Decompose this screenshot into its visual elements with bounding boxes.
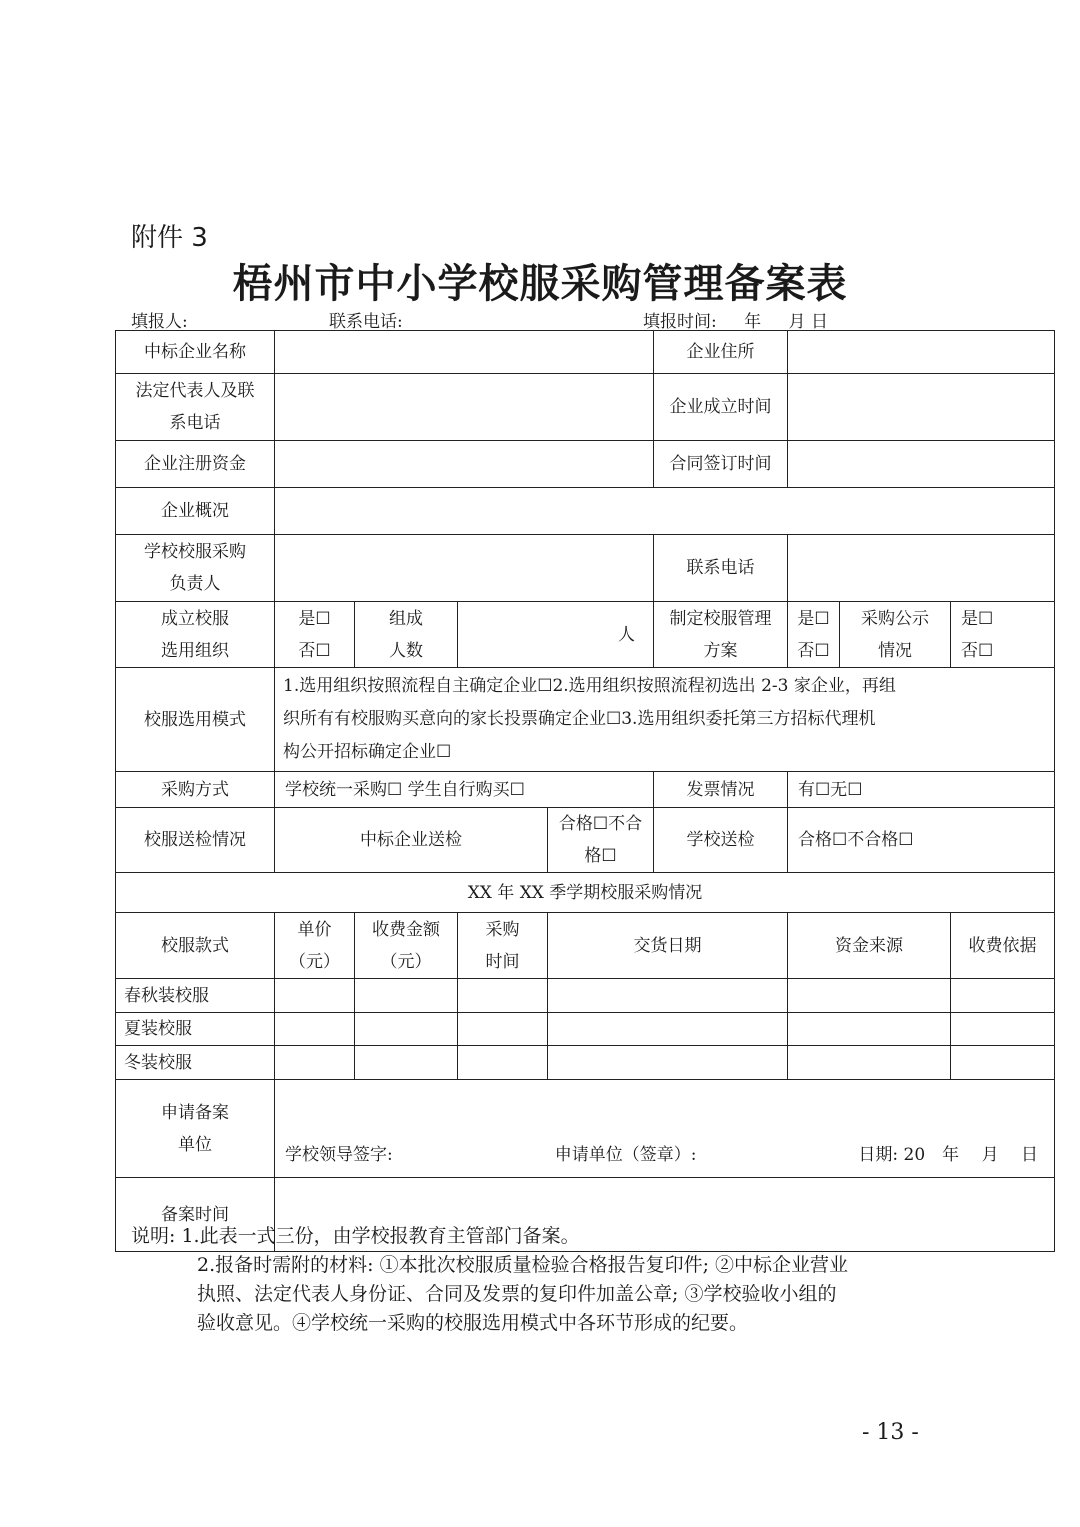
style-name: 春秋装校服	[116, 979, 275, 1013]
attachment-label: 附件 3	[131, 223, 208, 253]
row-purchase-method	[116, 772, 1055, 808]
apply-sign-area[interactable]	[275, 1080, 1055, 1178]
notes	[131, 1222, 848, 1338]
fund-source-header: 资金来源	[788, 913, 951, 979]
fill-time	[643, 307, 828, 332]
note-2c: 验收意见。④学校统一采购的校服选用模式中各环节形成的纪要。	[197, 1312, 749, 1334]
style-header: 校服款式	[116, 913, 275, 979]
contact-phone-field[interactable]	[788, 535, 1055, 602]
unit-price-cell[interactable]	[275, 1013, 355, 1046]
mode-option-line-1: 1.选用组织按照流程自主确定企业☐2.选用组织按照流程初选出 2-3 家企业，再组	[283, 676, 896, 696]
row-overview	[116, 488, 1055, 535]
contract-time-label: 合同签订时间	[654, 441, 788, 488]
note-2b: 执照、法定代表人身份证、合同及发票的复印件加盖公章; ③学校验收小组的	[197, 1283, 837, 1305]
fill-month: 月	[788, 312, 806, 332]
unit-price-cell[interactable]	[275, 1046, 355, 1080]
school-head-field[interactable]	[275, 535, 654, 602]
applicant-seal-label: 申请单位（签章）:	[554, 1145, 697, 1165]
fund-source-cell[interactable]	[788, 979, 951, 1013]
row-company	[116, 331, 1055, 374]
school-pass-options[interactable]: 合格☐不合格☐	[788, 808, 1055, 873]
mode-options[interactable]	[275, 668, 1055, 772]
publicity-label: 采购公示 情况	[840, 602, 951, 668]
purchase-table-header	[116, 913, 1055, 979]
purchase-time-cell[interactable]	[458, 1046, 548, 1080]
fee-amount-cell[interactable]	[355, 1046, 458, 1080]
group-label: 成立校服 选用组织	[116, 602, 275, 668]
record-form-table	[115, 330, 1055, 1252]
purchase-time-header: 采购 时间	[458, 913, 548, 979]
fee-basis-header: 收费依据	[951, 913, 1055, 979]
registered-capital-label: 企业注册资金	[116, 441, 275, 488]
delivery-date-cell[interactable]	[548, 1046, 788, 1080]
row-mode	[116, 668, 1055, 772]
unit-price-header: 单价 （元）	[275, 913, 355, 979]
invoice-options[interactable]: 有☐无☐	[788, 772, 1055, 808]
row-apply	[116, 1080, 1055, 1178]
notes-label: 说明:	[131, 1225, 176, 1247]
purchase-method-options[interactable]: 学校统一采购☐ 学生自行购买☐	[275, 772, 654, 808]
purchase-time-cell[interactable]	[458, 979, 548, 1013]
scheme-label: 制定校服管理 方案	[654, 602, 788, 668]
mode-option-line-2: 织所有有校服购买意向的家长投票确定企业☐3.选用组织委托第三方招标代理机	[283, 709, 876, 729]
invoice-label: 发票情况	[654, 772, 788, 808]
purchase-time-cell[interactable]	[458, 1013, 548, 1046]
fill-year: 年	[744, 312, 762, 332]
delivery-date-cell[interactable]	[548, 1013, 788, 1046]
legal-rep-field[interactable]	[275, 374, 654, 441]
legal-rep-label: 法定代表人及联 系电话	[116, 374, 275, 441]
apply-unit-label: 申请备案 单位	[116, 1080, 275, 1178]
members-label: 组成 人数	[355, 602, 458, 668]
company-name-field[interactable]	[275, 331, 654, 374]
page-title: 梧州市中小学校服采购管理备案表	[232, 261, 848, 307]
founded-time-field[interactable]	[788, 374, 1055, 441]
note-2a: 2.报备时需附的材料: ①本批次校服质量检验合格报告复印件; ②中标企业营业	[197, 1254, 849, 1276]
phone-label: 联系电话:	[329, 312, 403, 332]
company-name-label: 中标企业名称	[116, 331, 275, 374]
fund-source-cell[interactable]	[788, 1046, 951, 1080]
mode-label: 校服选用模式	[116, 668, 275, 772]
mode-option-line-3: 构公开招标确定企业☐	[283, 742, 452, 762]
fee-basis-cell[interactable]	[951, 1046, 1055, 1080]
group-choice[interactable]: 是☐ 否☐	[275, 602, 355, 668]
winner-pass-options[interactable]: 合格☐不合格☐	[548, 808, 654, 873]
fund-source-cell[interactable]	[788, 1013, 951, 1046]
row-legal-rep	[116, 374, 1055, 441]
delivery-date-header: 交货日期	[548, 913, 788, 979]
school-head-label: 学校校服采购 负责人	[116, 535, 275, 602]
row-school-head	[116, 535, 1055, 602]
semester-title: XX 年 XX 季学期校服采购情况	[116, 873, 1055, 913]
style-name: 冬装校服	[116, 1046, 275, 1080]
style-name: 夏装校服	[116, 1013, 275, 1046]
row-capital	[116, 441, 1055, 488]
fee-amount-header: 收费金额 （元）	[355, 913, 458, 979]
fee-basis-cell[interactable]	[951, 1013, 1055, 1046]
school-inspection-label: 学校送检	[654, 808, 788, 873]
purchase-method-label: 采购方式	[116, 772, 275, 808]
row-group	[116, 602, 1055, 668]
fee-amount-cell[interactable]	[355, 1013, 458, 1046]
delivery-date-cell[interactable]	[548, 979, 788, 1013]
company-address-field[interactable]	[788, 331, 1055, 374]
row-inspection	[116, 808, 1055, 873]
filler-label: 填报人:	[131, 312, 188, 332]
inspection-label: 校服送检情况	[116, 808, 275, 873]
publicity-choice[interactable]: 是☐ 否☐	[951, 602, 1055, 668]
company-address-label: 企业住所	[654, 331, 788, 374]
fill-day: 日	[810, 312, 828, 332]
overview-label: 企业概况	[116, 488, 275, 535]
contact-phone-label: 联系电话	[654, 535, 788, 602]
registered-capital-field[interactable]	[275, 441, 654, 488]
record-time-label: 备案时间	[116, 1178, 275, 1252]
overview-field[interactable]	[275, 488, 1055, 535]
scheme-choice[interactable]: 是☐ 否☐	[788, 602, 840, 668]
row-semester-title	[116, 873, 1055, 913]
table-row	[116, 979, 1055, 1013]
leader-sign-label: 学校领导签字:	[285, 1145, 393, 1165]
founded-time-label: 企业成立时间	[654, 374, 788, 441]
unit-price-cell[interactable]	[275, 979, 355, 1013]
note-1: 说明: 1.此表一式三份，由学校报教育主管部门备案。	[131, 1225, 580, 1247]
table-row	[116, 1046, 1055, 1080]
contract-time-field[interactable]	[788, 441, 1055, 488]
apply-date: 日期: 20 年 月 日	[858, 1145, 1038, 1165]
fee-amount-cell[interactable]	[355, 979, 458, 1013]
table-row	[116, 1013, 1055, 1046]
members-field[interactable]: 人	[458, 602, 654, 668]
winner-inspection-label: 中标企业送检	[275, 808, 548, 873]
fill-time-label: 填报时间:	[643, 312, 717, 332]
page-number: - 13 -	[862, 1420, 919, 1445]
fee-basis-cell[interactable]	[951, 979, 1055, 1013]
